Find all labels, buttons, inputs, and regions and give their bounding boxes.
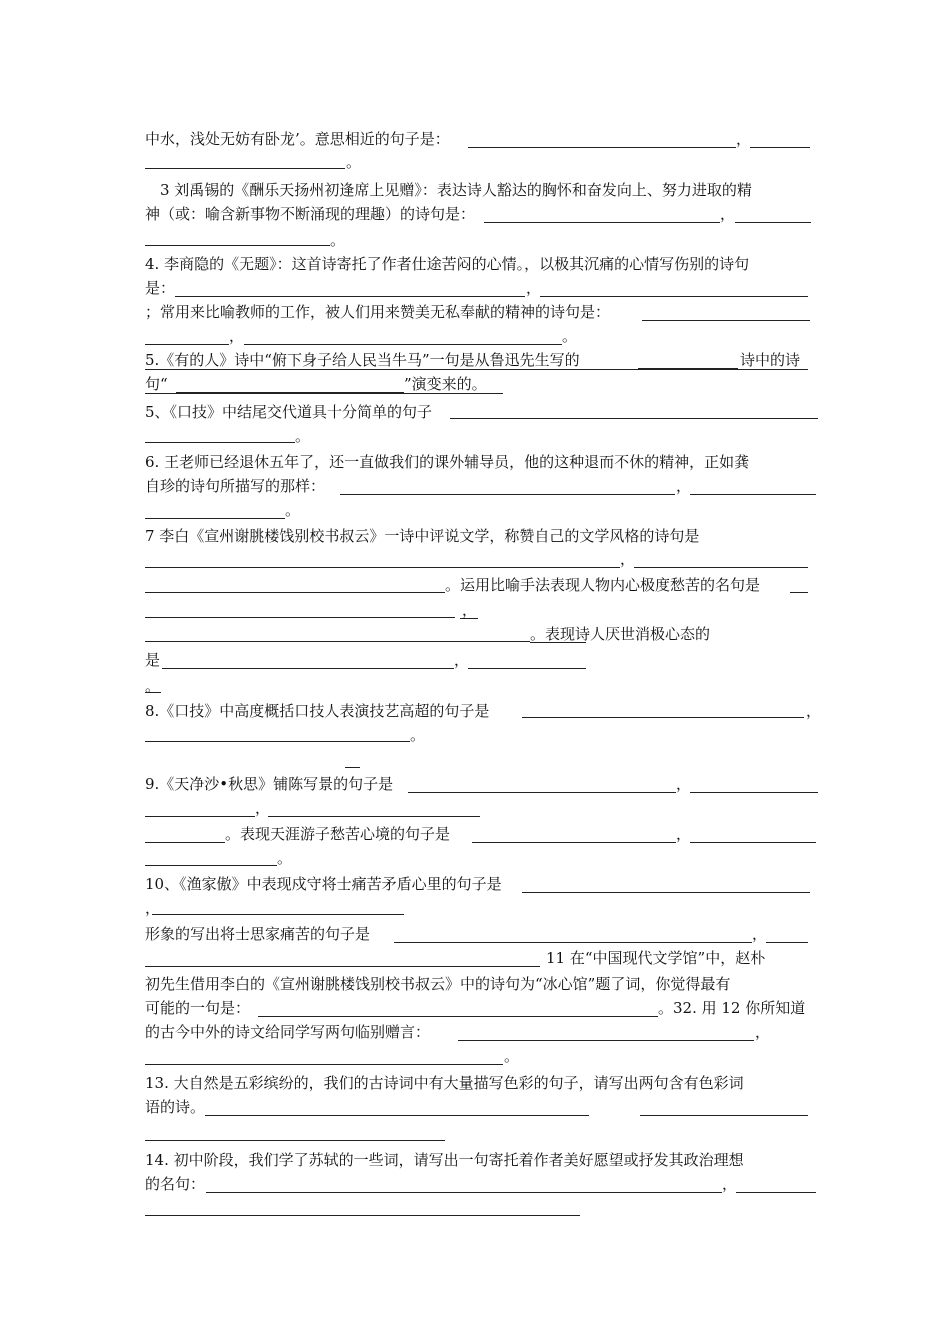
text-line: ， [720, 205, 736, 223]
answer-blank[interactable] [145, 1064, 503, 1065]
text-line: ， [676, 825, 692, 843]
answer-blank[interactable] [206, 1192, 722, 1193]
answer-blank[interactable] [340, 494, 675, 495]
answer-blank[interactable] [540, 296, 808, 297]
answer-blank[interactable] [145, 865, 277, 866]
text-line: ， [229, 327, 245, 345]
text-line: 5、《口技》中结尾交代道具十分简单的句子 [145, 403, 433, 421]
underline-rule [460, 618, 478, 619]
text-line: 中水，浅处无妨有卧龙’。意思相近的句子是： [145, 130, 450, 148]
answer-blank[interactable] [145, 245, 330, 246]
text-line: 。32. 用 12 你所知道 [658, 999, 806, 1017]
text-line: 4. 李商隐的《无题》：这首诗寄托了作者仕途苦闷的心情。，以极其沉痛的心情写伤别的诗句 [145, 255, 750, 273]
answer-blank[interactable] [145, 816, 255, 817]
text-line: ， [676, 477, 692, 495]
text-line: ， [145, 899, 161, 917]
text-line: 14. 初中阶段，我们学了苏轼的一些词，请写出一句寄托着作者美好愿望或抒发其政治理想 [145, 1151, 744, 1169]
text-line: 。 [562, 327, 578, 345]
text-line: ， [722, 1175, 738, 1193]
text-line: 。 [346, 153, 362, 171]
answer-blank[interactable] [690, 842, 816, 843]
text-line: 诗中的诗 [740, 351, 801, 369]
underline-rule [145, 692, 161, 693]
answer-blank[interactable] [634, 567, 808, 568]
answer-blank[interactable] [145, 168, 345, 169]
text-line: 。表现天涯游子愁苦心境的句子是 [225, 825, 451, 843]
answer-blank[interactable] [642, 320, 810, 321]
underline-rule [530, 642, 586, 643]
answer-blank[interactable] [690, 792, 818, 793]
answer-blank[interactable] [258, 1016, 658, 1017]
text-line: 。 [504, 1047, 520, 1065]
text-line: 。 [145, 677, 161, 695]
answer-blank[interactable] [472, 842, 676, 843]
answer-blank[interactable] [145, 842, 225, 843]
answer-blank[interactable] [145, 567, 620, 568]
text-line: 初先生借用李白的《宣州谢朓楼饯别校书叔云》中的诗句为“冰心馆”题了词，你觉得最有 [145, 975, 731, 993]
answer-blank[interactable] [162, 668, 454, 669]
text-line: 6. 王老师已经退休五年了，还一直做我们的课外辅导员，他的这种退而不休的精神，正如龚 [145, 453, 750, 471]
text-line: 。 [295, 427, 311, 445]
answer-blank[interactable] [152, 914, 404, 915]
answer-blank[interactable] [522, 717, 804, 718]
text-line: 。 [285, 501, 301, 519]
underline-rule [145, 369, 808, 370]
answer-blank[interactable] [750, 147, 810, 148]
text-line: 。 [410, 726, 426, 744]
answer-blank[interactable] [145, 518, 285, 519]
text-line: ， [454, 651, 470, 669]
text-line: ， [620, 550, 636, 568]
text-line: ”演变来的。 [404, 375, 487, 393]
text-line: 9.《天净沙•秋思》铺陈写景的句子是 [145, 775, 394, 793]
text-line: 。 [330, 231, 346, 249]
answer-blank[interactable] [450, 418, 818, 419]
answer-blank[interactable] [458, 1040, 754, 1041]
text-line: ， [755, 1023, 771, 1041]
answer-blank[interactable] [268, 816, 480, 817]
text-line: 。运用比喻手法表现人物内心极度愁苦的名句是 [445, 576, 761, 594]
text-line: 3 刘禹锡的《酬乐天扬州初逢席上见赠》：表达诗人豁达的胸怀和奋发向上、努力进取的精 [160, 181, 752, 199]
text-line: 10、《渔家傲》中表现戍守将士痛苦矛盾心里的句子是 [145, 875, 502, 893]
answer-blank[interactable] [145, 641, 530, 642]
text-line: 。表现诗人厌世消极心态的 [530, 625, 711, 643]
answer-blank[interactable] [205, 1115, 589, 1116]
text-line: 5.《有的人》诗中“俯下身子给人民当牛马”一句是从鲁迅先生写的 [145, 351, 580, 369]
text-line: 的名句： [145, 1175, 206, 1193]
text-line: 13. 大自然是五彩缤纷的，我们的古诗词中有大量描写色彩的句子，请写出两句含有色彩词 [145, 1074, 744, 1092]
answer-blank[interactable] [145, 966, 540, 967]
answer-blank[interactable] [408, 792, 676, 793]
text-line: ， [462, 601, 478, 619]
answer-blank[interactable] [468, 147, 736, 148]
answer-blank[interactable] [766, 942, 808, 943]
text-line: 7 李白《宣州谢朓楼饯别校书叔云》一诗中评说文学，称赞自己的文学风格的诗句是 [145, 527, 700, 545]
answer-blank[interactable] [690, 494, 816, 495]
text-line: 句“ [145, 375, 168, 393]
answer-blank[interactable] [484, 222, 720, 223]
text-line: 。 [277, 849, 293, 867]
answer-blank[interactable] [468, 668, 586, 669]
answer-blank[interactable] [522, 892, 810, 893]
underline-rule [345, 767, 360, 768]
text-line: 形象的写出将士思家痛苦的句子是 [145, 925, 371, 943]
text-line: 语的诗。 [145, 1098, 206, 1116]
answer-blank[interactable] [736, 1192, 816, 1193]
text-line: 是： [145, 279, 176, 297]
answer-blank[interactable] [175, 296, 525, 297]
answer-blank[interactable] [145, 1215, 580, 1216]
answer-blank[interactable] [145, 442, 295, 443]
text-line: 神（或：喻含新事物不断涌现的理趣）的诗句是： [145, 205, 476, 223]
text-line: ， [526, 279, 542, 297]
answer-blank[interactable] [640, 1115, 808, 1116]
answer-blank[interactable] [735, 222, 811, 223]
text-line: 11 在“中国现代文学馆”中，赵朴 [546, 949, 766, 967]
text-line: ， [736, 130, 752, 148]
text-line: 自珍的诗句所描写的那样： [145, 477, 326, 495]
answer-blank[interactable] [145, 344, 229, 345]
text-line: 是 [145, 651, 161, 669]
text-line: ， [752, 925, 768, 943]
text-line: 的古今中外的诗文给同学写两句临别赠言： [145, 1023, 431, 1041]
answer-blank[interactable] [394, 942, 752, 943]
text-line: ， [255, 799, 271, 817]
answer-blank[interactable] [145, 1140, 445, 1141]
text-line: ；常用来比喻教师的工作，被人们用来赞美无私奉献的精神的诗句是： [145, 303, 611, 321]
text-line: ， [806, 702, 822, 720]
text-line: ， [676, 775, 692, 793]
answer-blank[interactable] [145, 592, 445, 593]
answer-blank[interactable] [145, 617, 455, 618]
text-line: 可能的一句是： [145, 999, 251, 1017]
underline-rule [145, 393, 503, 394]
answer-blank[interactable] [790, 592, 808, 593]
answer-blank[interactable] [145, 741, 410, 742]
text-line: 8.《口技》中高度概括口技人表演技艺高超的句子是 [145, 702, 490, 720]
answer-blank[interactable] [244, 344, 562, 345]
